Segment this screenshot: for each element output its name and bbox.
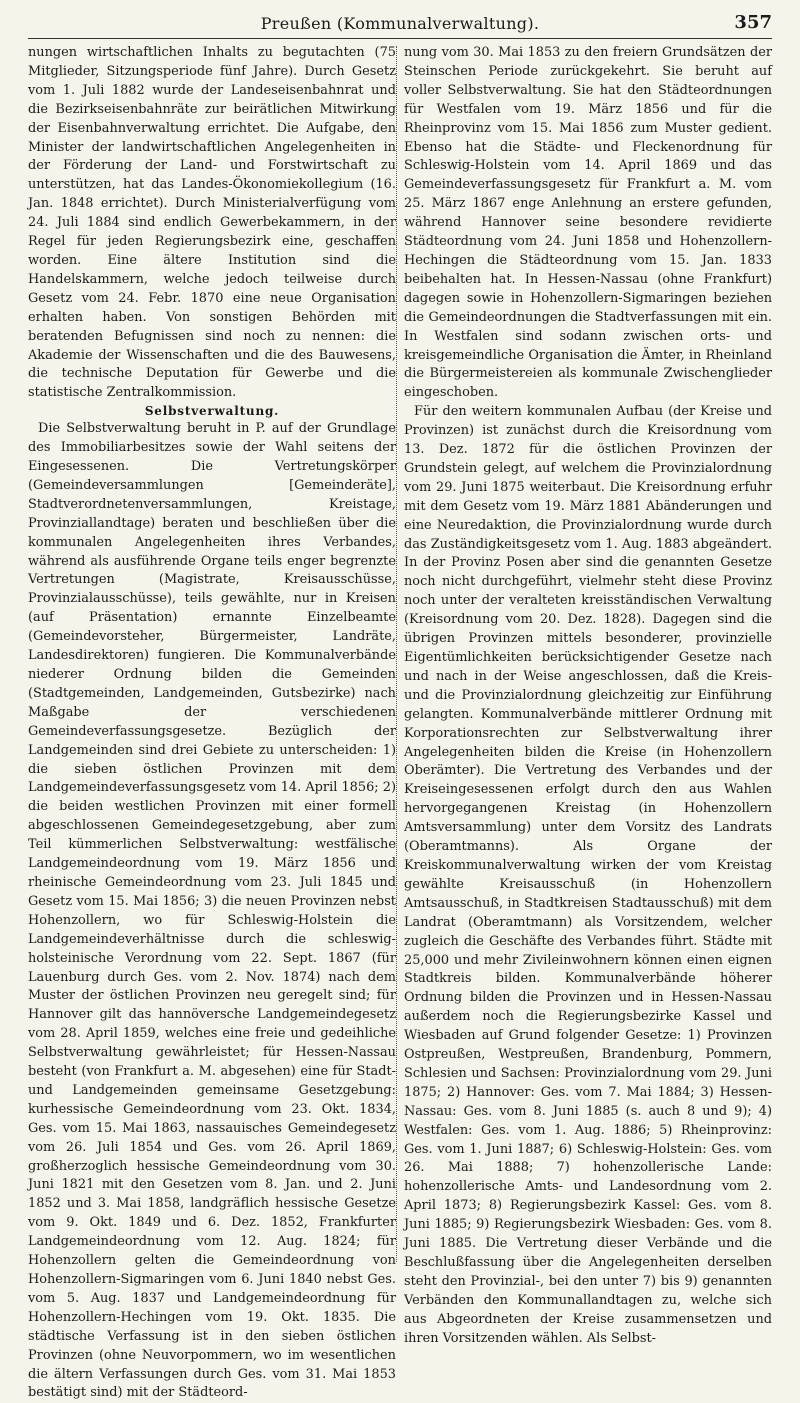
paragraph-kreise-provinzen: Für den weitern kommunalen Aufbau (der Kreise und Provinzen) ist zunächst durch die Kreisordnung vom 13. Dez. 1872 für die östlichen Provinzen der Grundstein gelegt, auf welchem die Provinzialordnung vom 29. Juni 1875 weiterbaut. Die Kreisordnung erfuhr mit dem Gesetz vom 19. März 1881 Abänderungen und eine Neuredaktion, die Provinzialordnung wurde durch das Zuständigkeitsgesetz vom 1. Aug. 1883 abgeändert. In der Provinz Posen aber sind die genannten Gesetze noch nicht durchgeführt, vielmehr steht diese Provinz noch unter der veralteten kreisständischen Verwaltung (Kreisordnung vom 20. Dez. 1828). Dagegen sind die übrigen Provinzen mittels besonderer, provinzielle Eigentümlichkeiten berücksichtigender Gesetze nach und nach in der Weise angeschlossen, daß die Kreis- und die Provinzialordnung gleichzeitig zur Einführung gelangten. Kommunalverbände mittlerer Ordnung mit Korporationsrechten zur Selbstverwaltung ihrer Angelegenheiten bilden die Kreise (in Hohenzollern Oberämter). Die Vertretung des Verbandes und der Kreiseingesessenen erfolgt durch den aus Wahlen hervorgegangenen Kreistag (in Hohenzollern Amtsversammlung) unter dem Vorsitz des Landrats (Oberamtmanns). Als Organe der Kreiskommunalverwaltung wirken der vom Kreistag gewählte Kreisausschuß (in Hohenzollern Amtsausschuß, in Stadtkreisen Stadtausschuß) mit dem Landrat (Oberamtmann) als Vorsitzendem, welcher zugleich die Geschäfte des Verbandes führt. Städte mit 25,000 und mehr Zivileinwohnern können einen eignen Stadtkreis bilden. Kommunalverbände höherer Ordnung bilden die Provinzen und in Hessen-Nassau außerdem noch die Regierungsbezirke Kassel und Wiesbaden auf Grund folgender Gesetze: 1) Provinzen Ostpreußen, Westpreußen, Brandenburg, Pommern, Schlesien und Sachsen: Provinzialordnung vom 29. Juni 1875; 2) Hannover: Ges. vom 7. Mai 1884; 3) Hessen-Nassau: Ges. vom 8. Juni 1885 (s. auch 8 und 9); 4) Westfalen: Ges. vom 1. Aug. 1886; 5) Rheinprovinz: Ges. vom 1. Juni 1887; 6) Schleswig-Holstein: Ges. vom 26. Mai 1888; 7) hohenzollerische Lande: hohenzollerische Amts- und Landesordnung vom 2. April 1873; 8) Regierungsbezirk Kassel: Ges. vom 8. Juni 1885; 9) Regierungsbezirk Wiesbaden: Ges. vom 8. Juni 1885. Die Vertretung dieser Verbände und die Beschlußfassung über die Angelegenheiten derselben steht den Provinzial-, bei den unter 7) bis 9) genannten Verbänden den Kommunallandtagen zu, welche sich aus Abgeordneten der Kreise zusammensetzen und ihren Vorsitzenden wählen. Als Selbst- (404, 404, 772, 1346)
paragraph-selbstverwaltung: Die Selbstverwaltung beruht in P. auf der Grundlage des Immobiliarbesitzes sowie der Wahl seitens der Eingesessenen. Die Vertretungskörper (Gemeindeversammlungen [Gemeinderäte], Stadtverordnetenversammlungen, Kreistage, Provinziallandtage) beraten und beschließen über die kommunalen Angelegenheiten ihres Verbandes, während als ausführende Organe teils enger begrenzte Vertretungen (Magistrate, Kreisausschüsse, Provinzialausschüsse), teils gewählte, nur in Kreisen (auf Präsentation) ernannte Einzelbeamte (Gemeindevorsteher, Bürgermeister, Landräte, Landesdirektoren) fungieren. Die Kommunalverbände niederer Ordnung bilden die Gemeinden (Stadtgemeinden, Landgemeinden, Gutsbezirke) nach Maßgabe der verschiedenen Gemeindeverfassungsgesetze. Bezüglich der Landgemeinden sind drei Gebiete zu unterscheiden: 1) die sieben östlichen Provinzen mit dem Landgemeindeverfassungsgesetz vom 14. April 1856; 2) die beiden westlichen Provinzen mit einer formell abgeschlossenen Gemeindegesetzgebung, aber zum Teil kümmerlichen Selbstverwaltung: westfälische Landgemeindeordnung vom 19. März 1856 und rheinische Gemeindeordnung vom 23. Juli 1845 und Gesetz vom 15. Mai 1856; 3) die neuen Provinzen nebst Hohenzollern, wo für Schleswig-Holstein die Landgemeindeverhältnisse durch die schleswig-holsteinische Verordnung vom 22. Sept. 1867 (für Lauenburg durch Ges. vom 2. Nov. 1874) nach dem Muster der östlichen Provinzen neu geregelt sind; für Hannover gilt das hannöversche Landgemeindegesetz vom 28. April 1859, welches eine freie und gedeihliche Selbstverwaltung gewährleistet; für Hessen-Nassau besteht (von Frankfurt a. M. abgesehen) eine für Stadt- und Landgemeinden gemeinsame Gesetzgebung: kurhessische Gemeindeordnung vom 23. Okt. 1834, Ges. vom 15. Mai 1863, nassauisches Gemeindegesetz vom 26. Juli 1854 und Ges. vom 26. April 1869, großherzoglich hessische Gemeindeordnung vom 30. Juni 1821 mit den Gesetzen vom 8. Jan. und 2. Juni 1852 und 3. Mai 1858, landgräflich hessische Gesetze vom 9. Okt. 1849 und 6. Dez. 1852, Frankfurter Landgemeindeordnung vom 12. Aug. 1824; für Hohenzollern gelten die Gemeindeordnung von Hohenzollern-Sigmaringen vom 6. Juni 1840 nebst Ges. vom 5. Aug. 1837 und Landgemeindeordnung für Hohenzollern-Hechingen vom 19. Okt. 1835. Die städtische Verfassung ist in den sieben östlichen Provinzen (ohne Neuvorpommern, wo im wesentlichen die ältern Verfassungen durch Ges. vom 31. Mai 1853 bestätigt sind) mit der Städteord- (28, 421, 396, 1401)
left-column (28, 44, 396, 1403)
paragraph-advisory-bodies: nungen wirtschaftlichen Inhalts zu begutachten (75 Mitglieder, Sitzungsperiode fünf Jahre). Durch Gesetz vom 1. Juli 1882 wurde der Landeseisenbahnrat und die Bezirkseisenbahnräte zur beirätlichen Mitwirkung der Eisenbahnverwaltung errichtet. Die Aufgabe, den Minister der landwirtschaftlichen Angelegenheiten in der Förderung der Land- und Forstwirtschaft zu unterstützen, hat das Landes-Ökonomiekollegium (16. Jan. 1848 errichtet). Durch Ministerialverfügung vom 24. Juli 1884 sind endlich Gewerbekammern, in der Regel für jeden Regierungsbezirk eine, geschaffen worden. Eine ältere Institution sind die Handelskammern, welche jedoch teilweise durch Gesetz vom 24. Febr. 1870 eine neue Organisation erhalten haben. Von sonstigen Behörden mit beratenden Befugnissen sind noch zu nennen: die Akademie der Wissenschaften und die des Bauwesens, die technische Deputation für Gewerbe und die statistische Zentralkommission. (28, 45, 396, 401)
paragraph-staedteordnung: nung vom 30. Mai 1853 zu den freiern Grundsätzen der Steinschen Periode zurückgekehrt. Sie beruht auf voller Selbstverwaltung. Sie hat den Städteordnungen für Westfalen vom 19. März 1856 und für die Rheinprovinz vom 15. Mai 1856 zum Muster gedient. Ebenso hat die Städte- und Fleckenordnung für Schleswig-Holstein vom 14. April 1869 und das Gemeindeverfassungsgesetz für Frankfurt a. M. vom 25. März 1867 enge Anlehnung an erstere gefunden, während Hannover seine besondere revidierte Städteordnung vom 24. Juni 1858 und Hohenzollern-Hechingen die Städteordnung vom 15. Jan. 1833 beibehalten hat. In Hessen-Nassau (ohne Frankfurt) dagegen sowie in Hohenzollern-Sigmaringen beziehen die Gemeindeordnungen die Stadtverfassungen mit ein. In Westfalen sind sodann zwischen orts- und kreisgemeindliche Organisation die Ämter, in Rheinland die Bürgermeistereien als kommunale Zwischenglieder eingeschoben. (404, 45, 772, 401)
section-heading-selbstverwaltung: Selbstverwaltung. (144, 404, 280, 419)
page-number: 357 (734, 12, 772, 33)
column-divider (396, 46, 397, 1262)
page-title: Preußen (Kommunalverwaltung). (260, 14, 540, 33)
running-header (28, 12, 772, 39)
right-column (404, 44, 772, 1349)
